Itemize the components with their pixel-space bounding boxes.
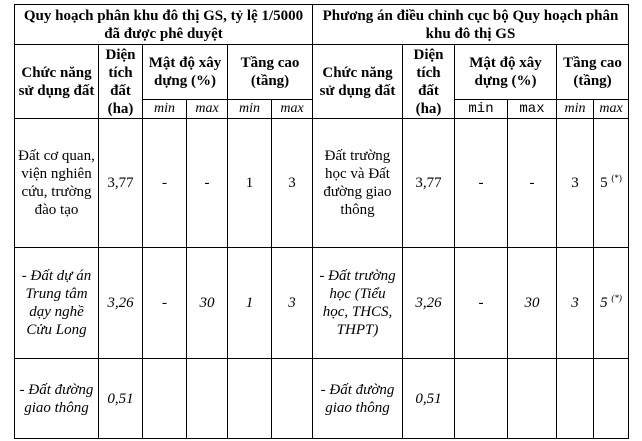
right-floors-max-value: 5 (600, 295, 608, 311)
left-floors-min-label: min (228, 100, 272, 119)
right-floors-max-value: 5 (600, 175, 608, 191)
left-density-min-cell: - (143, 119, 187, 248)
header-row-columns (15, 45, 629, 100)
right-floors-max-label: max (594, 100, 629, 119)
left-density-min-label: min (143, 100, 187, 119)
left-density-max-label: max (187, 100, 228, 119)
left-floors-min-cell: 1 (228, 119, 272, 248)
right-floors-min-label: min (557, 100, 594, 119)
right-density-min-cell (455, 359, 508, 439)
right-col-density: Mật độ xây dựng (%) (455, 45, 557, 100)
right-floors-min-cell (557, 359, 594, 439)
left-col-floors: Tầng cao (tầng) (228, 45, 313, 100)
footnote-marker: (*) (611, 173, 622, 183)
left-area-cell: 0,51 (99, 359, 143, 439)
right-function-cell: - Đất đường giao thông (313, 359, 403, 439)
right-floors-min-cell: 3 (557, 119, 594, 248)
land-use-comparison-table (14, 4, 629, 439)
right-density-min-cell: - (455, 119, 508, 248)
right-area-cell: 0,51 (403, 359, 455, 439)
right-density-max-label: max (508, 100, 557, 119)
left-density-max-cell: 30 (187, 248, 228, 359)
right-function-cell: - Đất trường học (Tiểu học, THCS, THPT) (313, 248, 403, 359)
left-floors-max-cell: 3 (272, 248, 313, 359)
left-floors-max-cell (272, 359, 313, 439)
header-row-titles (15, 5, 629, 45)
footnote-marker: (*) (611, 293, 622, 303)
left-section-title: Quy hoạch phân khu đô thị GS, tỷ lệ 1/5000 đã được phê duyệt (15, 5, 313, 45)
right-density-max-cell: - (508, 119, 557, 248)
table-row (15, 119, 629, 248)
right-col-area: Diện tích đất (ha) (403, 45, 455, 119)
right-floors-max-cell (594, 248, 629, 359)
left-col-area: Diện tích đất (ha) (99, 45, 143, 119)
right-floors-max-cell (594, 359, 629, 439)
left-col-density: Mật độ xây dựng (%) (143, 45, 228, 100)
left-function-cell: - Đất dự án Trung tâm dạy nghề Cửu Long (15, 248, 99, 359)
right-density-max-cell (508, 359, 557, 439)
left-floors-min-cell: 1 (228, 248, 272, 359)
table-row (15, 248, 629, 359)
right-floors-max-cell (594, 119, 629, 248)
left-function-cell: Đất cơ quan, viện nghiên cứu, trường đào tạo (15, 119, 99, 248)
left-density-min-cell (143, 359, 187, 439)
left-density-max-cell: - (187, 119, 228, 248)
left-density-max-cell (187, 359, 228, 439)
left-density-min-cell: - (143, 248, 187, 359)
right-density-min-label: min (455, 100, 508, 119)
right-area-cell: 3,26 (403, 248, 455, 359)
left-floors-max-cell: 3 (272, 119, 313, 248)
right-function-cell: Đất trường học và Đất đường giao thông (313, 119, 403, 248)
table-row (15, 359, 629, 439)
left-floors-max-label: max (272, 100, 313, 119)
right-floors-min-cell: 3 (557, 248, 594, 359)
left-area-cell: 3,26 (99, 248, 143, 359)
right-area-cell: 3,77 (403, 119, 455, 248)
right-col-function: Chức năng sử dụng đất (313, 45, 403, 119)
right-density-max-cell: 30 (508, 248, 557, 359)
right-col-floors: Tầng cao (tầng) (557, 45, 629, 100)
left-function-cell: - Đất đường giao thông (15, 359, 99, 439)
right-density-min-cell: - (455, 248, 508, 359)
left-col-function: Chức năng sử dụng đất (15, 45, 99, 119)
left-area-cell: 3,77 (99, 119, 143, 248)
right-section-title: Phương án điều chỉnh cục bộ Quy hoạch phân khu đô thị GS (313, 5, 629, 45)
left-floors-min-cell (228, 359, 272, 439)
